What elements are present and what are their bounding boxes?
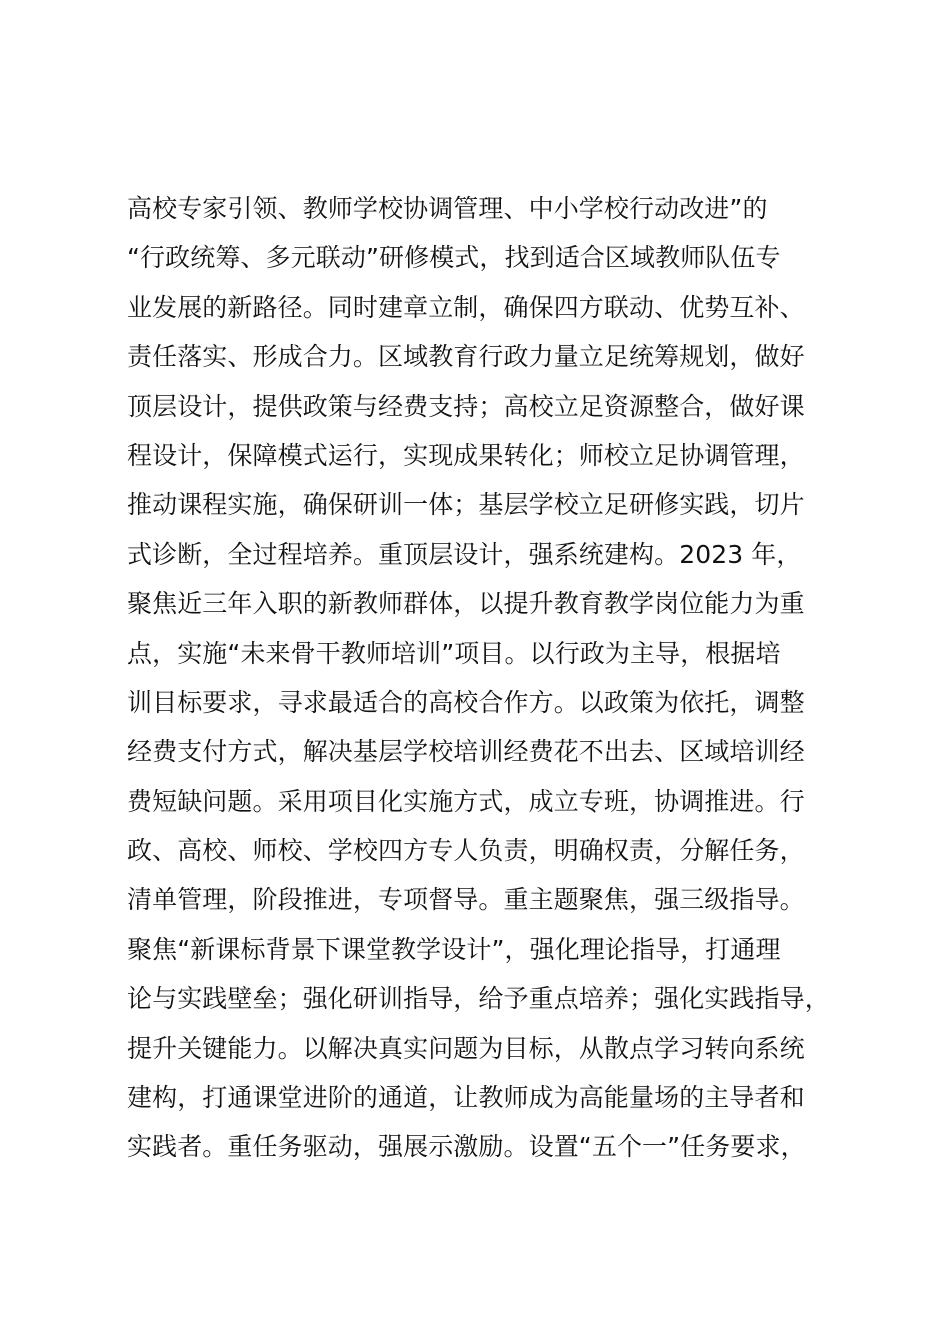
text-line: 经费支付方式，解决基层学校培训经费花不出去、区域培训经 (127, 737, 805, 767)
text-line: 政、高校、师校、学校四方专人负责，明确权责，分解任务， (127, 836, 805, 866)
body-paragraph (127, 184, 867, 1172)
text-line: 训目标要求，寻求最适合的高校合作方。以政策为依托，调整 (127, 687, 805, 717)
text-line: 点，实施“未来骨干教师培训”项目。以行政为主导，根据培 (127, 638, 781, 668)
text-line: “行政统筹、多元联动”研修模式，找到适合区域教师队伍专 (127, 243, 781, 273)
text-line: 责任落实、形成合力。区域教育行政力量立足统筹规划，做好 (127, 342, 805, 372)
text-line: 顶层设计，提供政策与经费支持；高校立足资源整合，做好课 (127, 391, 805, 421)
text-line: 清单管理，阶段推进，专项督导。重主题聚焦，强三级指导。 (127, 885, 805, 915)
text-line: 推动课程实施，确保研训一体；基层学校立足研修实践，切片 (127, 490, 805, 520)
text-line: 聚焦近三年入职的新教师群体，以提升教育教学岗位能力为重 (127, 589, 805, 619)
text-line: 实践者。重任务驱动，强展示激励。设置“五个一”任务要求， (127, 1132, 806, 1162)
text-line: 提升关键能力。以解决真实问题为目标，从散点学习转向系统 (127, 1033, 805, 1063)
text-line: 费短缺问题。采用项目化实施方式，成立专班，协调推进。行 (127, 786, 805, 816)
text-line: 式诊断，全过程培养。重顶层设计，强系统建构。2023 年， (127, 539, 802, 569)
text-line: 高校专家引领、教师学校协调管理、中小学校行动改进”的 (127, 194, 768, 223)
text-line: 论与实践壁垒；强化研训指导，给予重点培养；强化实践指导， (127, 984, 830, 1014)
text-line: 业发展的新路径。同时建章立制，确保四方联动、优势互补、 (127, 292, 805, 322)
text-line: 聚焦“新课标背景下课堂教学设计”，强化理论指导，打通理 (127, 934, 781, 964)
text-line: 建构，打通课堂进阶的通道，让教师成为高能量场的主导者和 (127, 1083, 805, 1113)
text-line: 程设计，保障模式运行，实现成果转化；师校立足协调管理， (127, 440, 805, 470)
